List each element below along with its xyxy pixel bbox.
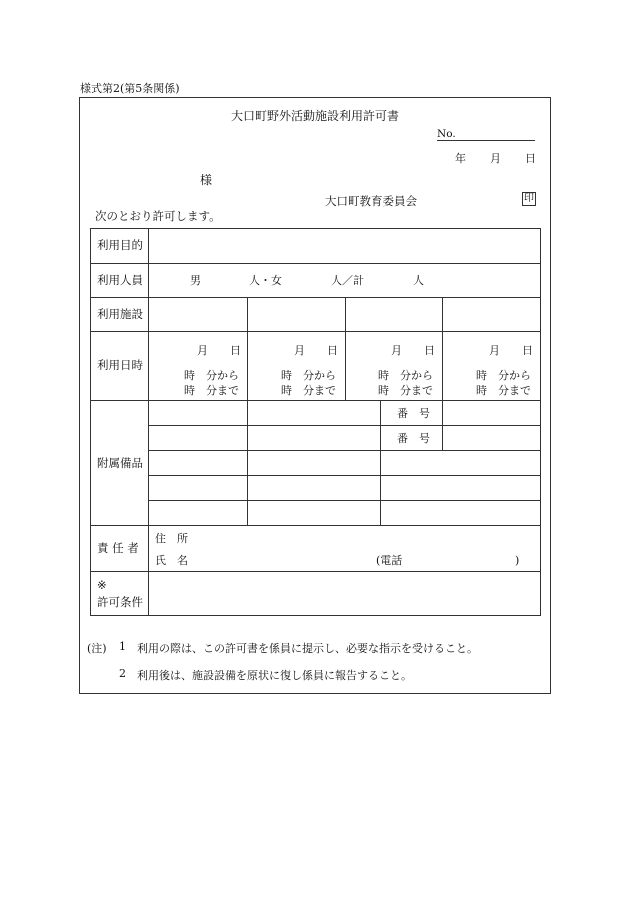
equipment-label: 附属備品 bbox=[97, 456, 143, 470]
datetime-until: 時 分まで bbox=[378, 384, 433, 397]
people-total: 人／計 bbox=[331, 274, 364, 287]
datetime-month: 月 bbox=[391, 344, 402, 357]
datetime-until: 時 分まで bbox=[281, 384, 336, 397]
responsible-label: 責 任 者 bbox=[97, 541, 139, 555]
datetime-until: 時 分まで bbox=[476, 384, 531, 397]
datetime-day: 日 bbox=[424, 344, 435, 357]
row-divider bbox=[90, 297, 541, 298]
column-divider bbox=[345, 297, 346, 400]
equipment-divider bbox=[148, 500, 541, 501]
datetime-day: 日 bbox=[522, 344, 533, 357]
column-divider bbox=[442, 297, 443, 400]
datetime-day: 日 bbox=[230, 344, 241, 357]
datetime-day: 日 bbox=[327, 344, 338, 357]
datetime-from: 時 分から bbox=[184, 369, 239, 382]
equipment-divider bbox=[148, 425, 541, 426]
intro-text: 次のとおり許可します。 bbox=[95, 209, 221, 223]
responsible-name-label: 氏 名 bbox=[155, 554, 188, 567]
row-divider bbox=[90, 571, 541, 572]
datetime-until: 時 分まで bbox=[184, 384, 239, 397]
label-column-divider bbox=[148, 228, 149, 616]
row-divider bbox=[90, 400, 541, 401]
addressee-suffix: 様 bbox=[200, 173, 213, 187]
number-field[interactable]: No. bbox=[437, 128, 535, 141]
notes-prefix: (注) bbox=[87, 642, 107, 655]
responsible-phone-open: (電話 bbox=[376, 554, 403, 567]
equipment-divider bbox=[148, 450, 541, 451]
datetime-from: 時 分から bbox=[378, 369, 433, 382]
date-year: 年 bbox=[455, 152, 466, 165]
datetime-month: 月 bbox=[197, 344, 208, 357]
conditions-mark: ※ bbox=[97, 578, 107, 592]
seal-mark: 印 bbox=[524, 193, 534, 204]
people-female: 人・女 bbox=[249, 274, 282, 287]
datetime-month: 月 bbox=[489, 344, 500, 357]
people-label: 利用人員 bbox=[97, 273, 143, 287]
column-divider bbox=[247, 400, 248, 525]
form-label: 様式第2(第5条関係) bbox=[80, 82, 180, 95]
column-divider bbox=[247, 297, 248, 400]
people-end: 人 bbox=[413, 274, 424, 287]
note-number: 2 bbox=[119, 667, 126, 680]
equipment-number-label: 番 号 bbox=[397, 407, 430, 420]
datetime-from: 時 分から bbox=[281, 369, 336, 382]
column-divider bbox=[380, 400, 381, 525]
row-divider bbox=[90, 331, 541, 332]
datetime-from: 時 分から bbox=[476, 369, 531, 382]
date-day: 日 bbox=[525, 152, 536, 165]
datetime-month: 月 bbox=[294, 344, 305, 357]
row-divider bbox=[90, 525, 541, 526]
note-text: 利用後は、施設設備を原状に復し係員に報告すること。 bbox=[137, 669, 412, 682]
issuer-name: 大口町教育委員会 bbox=[325, 194, 417, 208]
responsible-phone-close: ) bbox=[515, 554, 520, 567]
purpose-field[interactable] bbox=[150, 230, 539, 262]
column-divider bbox=[442, 400, 443, 450]
note-number: 1 bbox=[119, 640, 126, 653]
note-text: 利用の際は、この許可書を係員に提示し、必要な指示を受けること。 bbox=[137, 642, 478, 655]
equipment-divider bbox=[148, 475, 541, 476]
conditions-label: 許可条件 bbox=[97, 595, 143, 609]
facility-label: 利用施設 bbox=[97, 307, 143, 321]
equipment-number-label: 番 号 bbox=[397, 432, 430, 445]
date-month: 月 bbox=[490, 152, 501, 165]
responsible-address-label: 住 所 bbox=[155, 532, 188, 545]
people-male: 男 bbox=[190, 274, 201, 287]
purpose-label: 利用目的 bbox=[97, 238, 143, 252]
datetime-label: 利用日時 bbox=[97, 358, 143, 372]
document-title: 大口町野外活動施設利用許可書 bbox=[230, 109, 399, 123]
row-divider bbox=[90, 263, 541, 264]
